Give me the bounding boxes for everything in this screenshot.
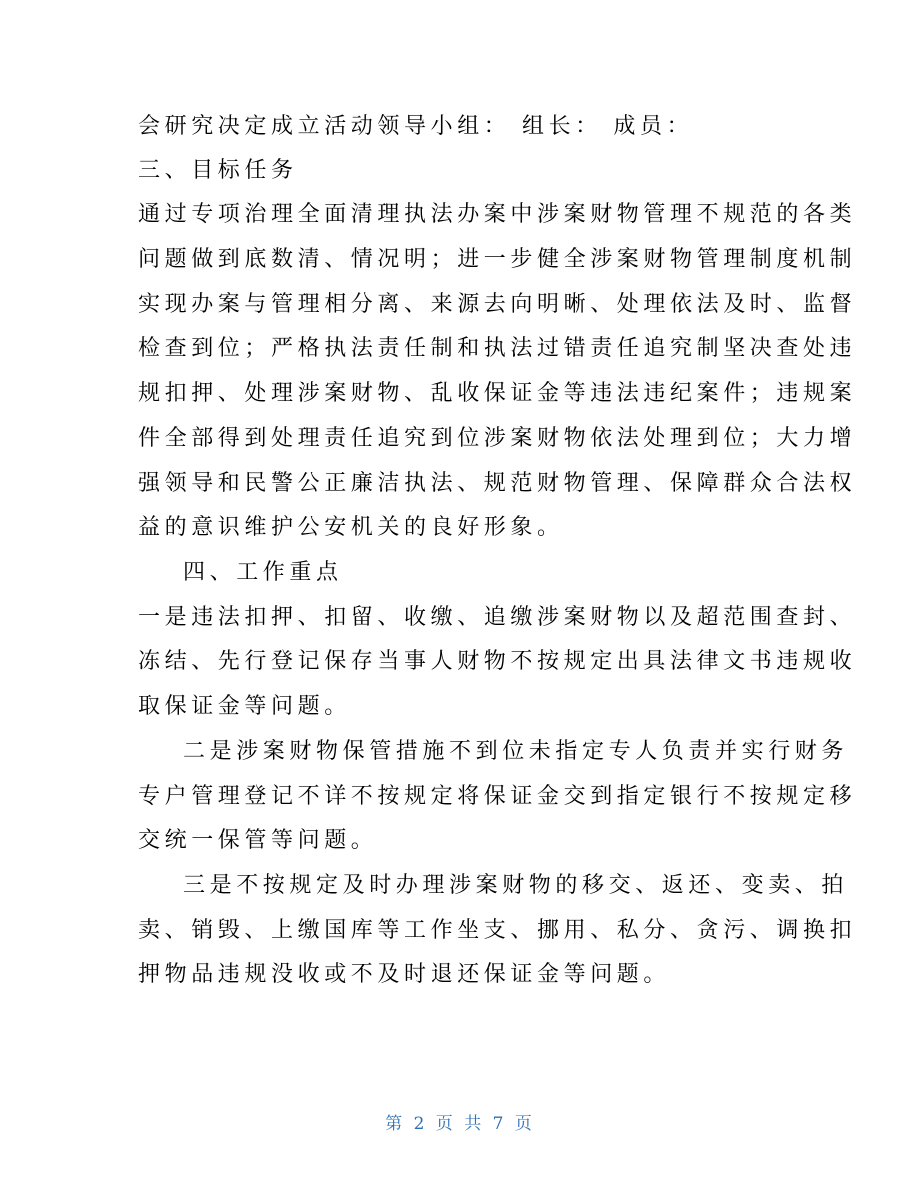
text-line: 实现办案与管理相分离、来源去向明晰、处理依法及时、监督 (138, 292, 857, 317)
section-heading: 三、目标任务 (138, 158, 298, 183)
text-line: 件全部得到处理责任追究到位涉案财物依法处理到位；大力增 (138, 426, 857, 451)
text-line: 益的意识维护公安机关的良好形象。 (138, 515, 564, 540)
text-line: 强领导和民警公正廉洁执法、规范财物管理、保障群众合法权 (138, 471, 857, 496)
text-line: 押物品违规没收或不及时退还保证金等问题。 (138, 962, 671, 987)
page-number: 第 2 页 共 7 页 (385, 1114, 535, 1134)
text-line: 取保证金等问题。 (138, 694, 351, 719)
text-line: 一是违法扣押、扣留、收缴、追缴涉案财物以及超范围查封、 (138, 605, 857, 630)
text-line: 交统一保管等问题。 (138, 828, 378, 853)
text-line: 检查到位；严格执法责任制和执法过错责任追究制坚决查处违 (138, 336, 857, 361)
section-heading: 四、工作重点 (183, 560, 343, 585)
text-line: 冻结、先行登记保存当事人财物不按规定出具法律文书违规收 (138, 649, 857, 674)
text-line: 会研究决定成立活动领导小组： 组长： 成员： (138, 114, 694, 139)
text-line: 通过专项治理全面清理执法办案中涉案财物管理不规范的各类 (138, 202, 857, 227)
text-line: 三是不按规定及时办理涉案财物的移交、返还、变卖、拍 (183, 873, 849, 898)
text-line: 问题做到底数清、情况明；进一步健全涉案财物管理制度机制 (138, 247, 857, 272)
text-line: 专户管理登记不详不按规定将保证金交到指定银行不按规定移 (138, 784, 857, 809)
text-line: 二是涉案财物保管措施不到位未指定专人负责并实行财务 (183, 739, 849, 764)
text-line: 卖、销毁、上缴国库等工作坐支、挪用、私分、贪污、调换扣 (138, 918, 857, 943)
text-line: 规扣押、处理涉案财物、乱收保证金等违法违纪案件；违规案 (138, 381, 857, 406)
